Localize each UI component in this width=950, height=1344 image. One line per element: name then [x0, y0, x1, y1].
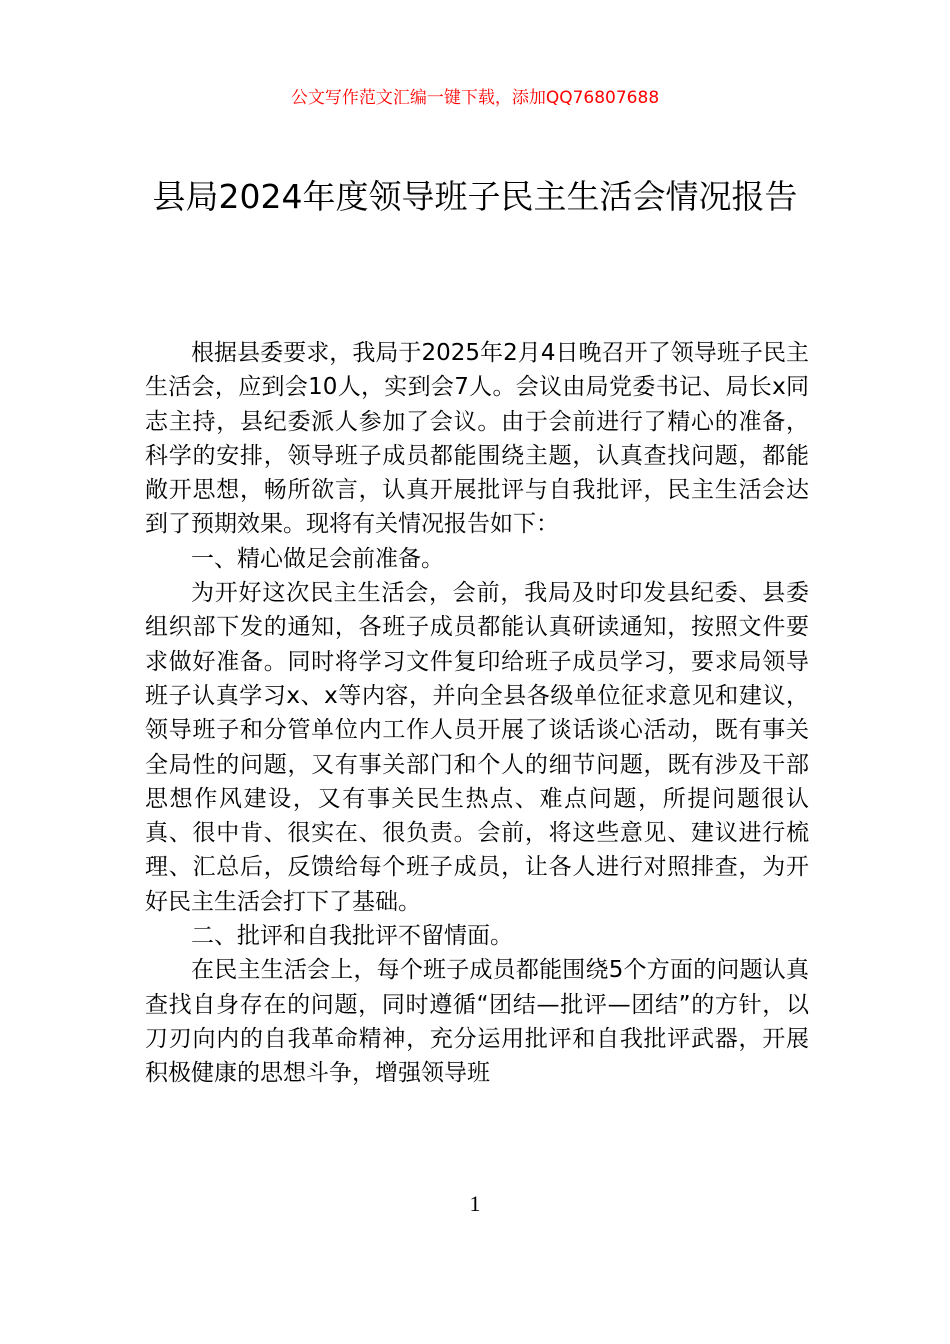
document-body [145, 336, 809, 1091]
download-banner: 公文写作范文汇编一键下载，添加QQ76807688 [290, 88, 660, 108]
paragraph-preparation: 为开好这次民主生活会，会前，我局及时印发县纪委、县委组织部下发的通知，各班子成员都能认真研读通知，按照文件要求做好准备。同时将学习文件复印给班子成员学习，要求局领导班子认真学习x、x等内容，并向全县各级单位征求意见和建议，领导班子和分管单位内工作人员开展了谈话谈心活动，既有事关全局性的问题，又有事关部门和个人的细节问题，既有涉及干部思想作风建设，又有事关民生热点、难点问题，所提问题很认真、很中肯、很实在、很负责。会前，将这些意见、建议进行梳理、汇总后，反馈给每个班子成员，让各人进行对照排查，为开好民主生活会打下了基础。 [145, 580, 809, 915]
paragraph-intro: 根据县委要求，我局于2025年2月4日晚召开了领导班子民主生活会，应到会10人，实到会7人。会议由局党委书记、局长x同志主持，县纪委派人参加了会议。由于会前进行了精心的准备，科学的安排，领导班子成员都能围绕主题，认真查找问题，都能敞开思想，畅所欲言，认真开展批评与自我批评，民主生活会达到了预期效果。现将有关情况报告如下： [145, 340, 809, 538]
section-heading-1: 一、精心做足会前准备。 [191, 545, 444, 572]
document-title: 县局2024年度领导班子民主生活会情况报告 [152, 177, 798, 216]
section-heading-2: 二、批评和自我批评不留情面。 [191, 923, 513, 950]
paragraph-criticism: 在民主生活会上，每个班子成员都能围绕5个方面的问题认真查找自身存在的问题，同时遵循“团结—批评—团结”的方针，以刀刃向内的自我革命精神，充分运用批评和自我批评武器，开展积极健康的思想斗争，增强领导班 [145, 957, 809, 1087]
page-number: 1 [469, 1191, 481, 1216]
